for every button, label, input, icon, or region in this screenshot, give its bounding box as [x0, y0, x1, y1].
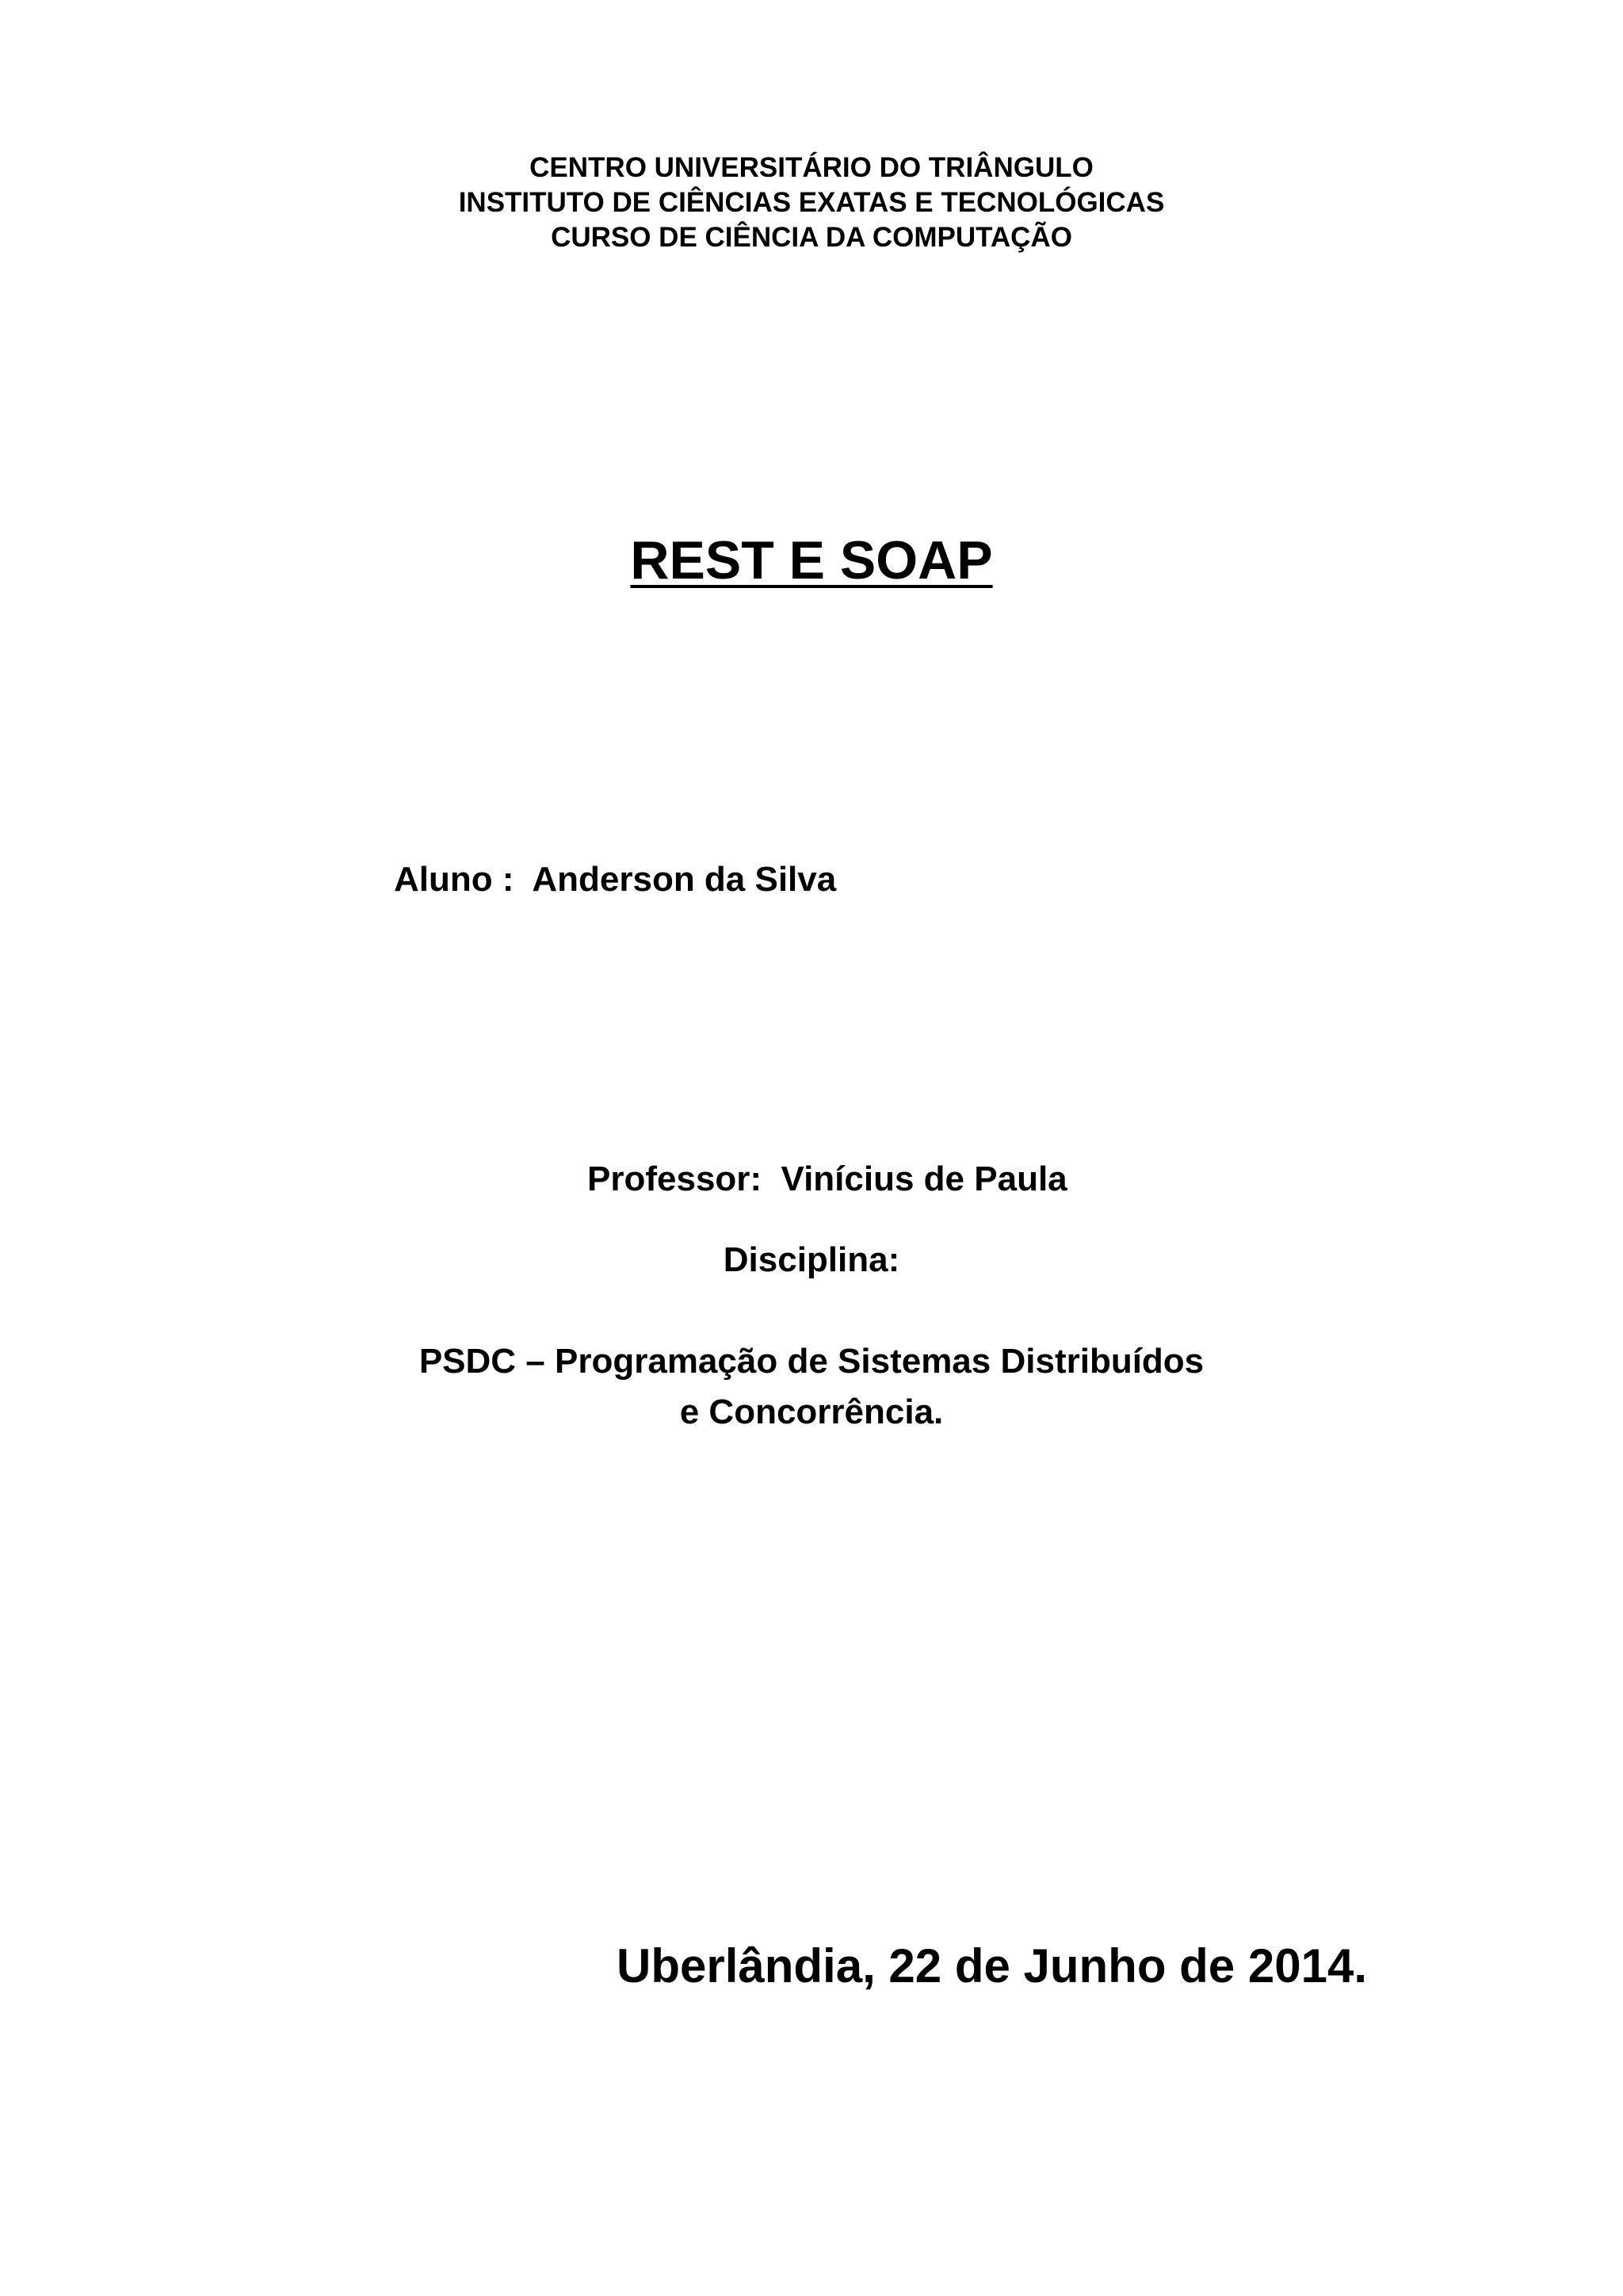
- course-name: CURSO DE CIÊNCIA DA COMPUTAÇÃO: [551, 222, 1072, 253]
- student-name: Anderson da Silva: [532, 860, 837, 899]
- document-title: REST E SOAP: [630, 530, 993, 590]
- discipline-name: PSDC – Programação de Sistemas Distribuídos: [418, 1342, 1205, 1381]
- professor-name: Vinícius de Paula: [781, 1159, 1067, 1198]
- discipline-line-2: e Concorrência.: [679, 1392, 944, 1431]
- discipline-block: [0, 1235, 1623, 1438]
- student-line: [394, 858, 836, 902]
- professor-line: [587, 1157, 1067, 1201]
- student-label: Aluno :: [394, 860, 514, 899]
- discipline-line-1: [0, 1235, 1623, 1387]
- discipline-label: Disciplina:: [723, 1240, 900, 1279]
- city-date: Uberlândia, 22 de Junho de 2014.: [617, 1939, 1367, 1992]
- institution-header: [0, 151, 1623, 255]
- university-name: CENTRO UNIVERSITÁRIO DO TRIÂNGULO: [529, 152, 1094, 183]
- professor-label: Professor:: [587, 1159, 762, 1198]
- institute-name: INSTITUTO DE CIÊNCIAS EXATAS E TECNOLÓGICAS: [458, 187, 1165, 218]
